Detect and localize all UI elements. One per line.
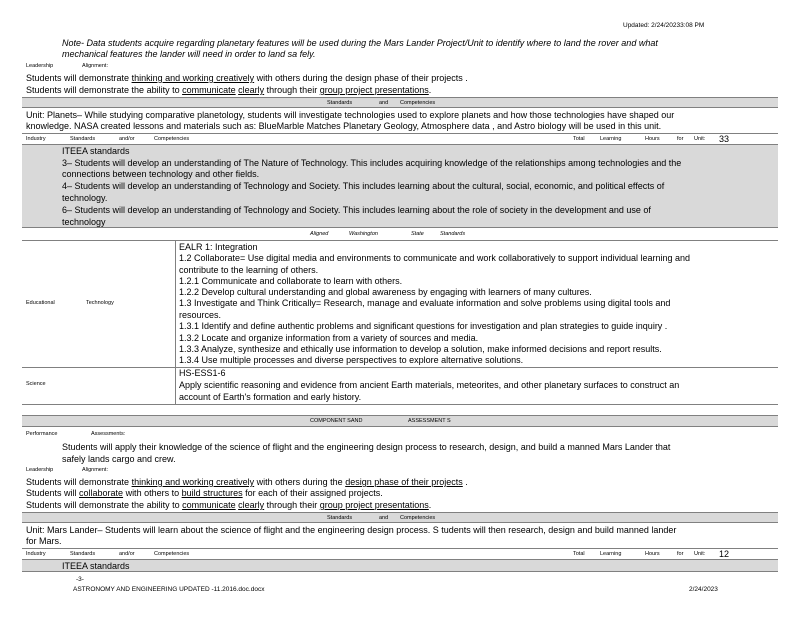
note-line-1: Note- Data students acquire regarding planetary features will be used during the Mars Lander Project/Unit to identify where to land the rover and what [62, 38, 658, 48]
text: communicate [182, 85, 236, 95]
total-hours-value: 33 [719, 134, 730, 144]
total-label: Total [573, 136, 585, 142]
divider [22, 367, 778, 368]
assessments-label: Assessments: [91, 431, 126, 437]
edtech-line: 1.3.3 Analyze, synthesize and ethically use information to develop a solution, make informed decisions and report results. [179, 344, 662, 354]
text: collaborate [79, 488, 124, 498]
text: Students will demonstrate the ability to [26, 500, 183, 510]
for-label: for [677, 136, 684, 142]
alignment-label: Alignment: [82, 63, 108, 69]
science-line: account of Earth's formation and early history. [179, 392, 362, 402]
unit-label: Unit: [694, 136, 706, 142]
text: clearly [238, 85, 265, 95]
learning-label: Learning [600, 136, 622, 142]
standards-label: Standards [70, 136, 96, 142]
standards-competencies-bar [22, 512, 778, 523]
unit-planets-line-2: knowledge. NASA created lessons and materials such as: BlueMarble Matches Planetary Geology, Atmosphere data , and Astro biology will be used in this unit. [26, 121, 662, 131]
competencies-label: Competencies [154, 136, 190, 142]
learning-label: Learning [600, 551, 622, 557]
leadership-line-2 [26, 85, 431, 95]
total-hours-value: 12 [719, 549, 730, 559]
text: build structures [181, 488, 243, 498]
performance-line-2: safely lands cargo and crew. [62, 454, 176, 464]
edtech-line: 1.2.2 Develop cultural understanding and global awareness by engaging with learners of many cultures. [179, 287, 592, 297]
iteea-standard-4-line-1: 4– Students will develop an understanding of Technology and Society. This includes learning about the cultural, social, economic, and political effects of [62, 181, 665, 191]
iteea-standard-6-line-1: 6– Students will develop an understanding of Technology and Society. This includes learning about the role of society in the development and use of [62, 205, 651, 215]
text: thinking and working creatively [131, 477, 255, 487]
for-label: for [677, 551, 684, 557]
leadership-line-2 [26, 488, 383, 498]
divider [22, 240, 778, 241]
divider [22, 404, 778, 405]
leadership-line-3 [26, 500, 431, 510]
leadership-line-1 [26, 477, 468, 487]
performance-line-1: Students will apply their knowledge of the science of flight and the engineering design process to research, design, and build a manned Mars Lander that [62, 442, 671, 452]
bar-competencies: Competencies [400, 515, 436, 521]
iteea-title: ITEEA standards [62, 561, 130, 571]
text: Students will demonstrate [26, 477, 132, 487]
bar-and: and [379, 100, 389, 106]
edtech-line: contribute to the learning of others. [179, 265, 319, 275]
total-label: Total [573, 551, 585, 557]
footer-filename: ASTRONOMY AND ENGINEERING UPDATED -11.2016.doc.docx [73, 586, 265, 593]
text: with others during the [254, 477, 346, 487]
standards-label: Standards [70, 551, 96, 557]
washington-label: Washington [349, 231, 378, 237]
text: thinking and working creatively [131, 73, 255, 83]
andor-label: and/or [119, 551, 135, 557]
text: . [428, 85, 432, 95]
text: Students will demonstrate the ability to [26, 85, 183, 95]
updated-timestamp: Updated: 2/24/20233:08 PM [623, 22, 705, 29]
text: Students will demonstrate [26, 73, 132, 83]
science-line: HS-ESS1-6 [179, 368, 226, 378]
unit-mars-lander-line-2: for Mars. [26, 536, 62, 546]
science-label: Science [26, 381, 46, 387]
text: design phase of their projects [345, 477, 463, 487]
text: group project presentations [319, 85, 429, 95]
bar-and: and [379, 515, 389, 521]
leadership-label: Leadership [26, 63, 54, 69]
footer-date: 2/24/2023 [689, 586, 718, 593]
components-assessments-bar [22, 415, 778, 427]
iteea-standard-6-line-2: technology [62, 217, 106, 227]
page-number: -3- [76, 576, 84, 583]
state-label: State [411, 231, 424, 237]
text: . [462, 477, 468, 487]
iteea-standards-block [22, 144, 778, 228]
edtech-line: EALR 1: Integration [179, 242, 258, 252]
iteea-standard-3-line-1: 3– Students will develop an understanding of The Nature of Technology. This includes acquiring knowledge of the relationships among technologies and the [62, 158, 682, 168]
edtech-line: 1.2 Collaborate= Use digital media and environments to communicate and work collaboratively to support individual learning and [179, 253, 691, 263]
bar-competencies: Competencies [400, 100, 436, 106]
divider [22, 548, 778, 549]
standards-label: Standards [440, 231, 466, 237]
text: through their [264, 85, 320, 95]
leadership-label: Leadership [26, 467, 54, 473]
standards-competencies-bar [22, 97, 778, 108]
competencies-label: Competencies [154, 551, 190, 557]
text: with others during the design phase of their projects . [254, 73, 468, 83]
edtech-line: 1.3.2 Locate and organize information from a variety of sources and media. [179, 333, 479, 343]
edtech-line: 1.3.4 Use multiple processes and diverse perspectives to explore alternative solutions. [179, 355, 524, 365]
text: with others to [123, 488, 182, 498]
note-line-2: mechanical features the lander will need in order to land sa fely. [62, 49, 316, 59]
science-line: Apply scientific reasoning and evidence from ancient Earth materials, meteorites, and other planetary surfaces to construct an [179, 380, 680, 390]
industry-label: Industry [26, 136, 46, 142]
unit-planets-line-1: Unit: Planets– While studying comparative planetology, students will investigate technologies used to explore planets and how those technologies have shaped our [26, 110, 675, 120]
edtech-line: 1.3.1 Identify and define authentic problems and significant questions for investigation and plan strategies to guide inquiry . [179, 321, 668, 331]
text: . [428, 500, 432, 510]
edtech-line: resources. [179, 310, 222, 320]
leadership-line-1 [26, 73, 468, 83]
text: Students will [26, 488, 80, 498]
edtech-label-2: Technology [86, 300, 114, 306]
hours-label: Hours [645, 136, 660, 142]
alignment-label: Alignment: [82, 467, 108, 473]
bar-standards: Standards [327, 515, 353, 521]
column-divider [175, 240, 176, 405]
edtech-line: 1.3 Investigate and Think Critically= Research, manage and evaluate information and solve problems using digital tools and [179, 298, 671, 308]
divider [22, 133, 778, 134]
hours-label: Hours [645, 551, 660, 557]
iteea-standard-3-line-2: connections between technology and other fields. [62, 169, 260, 179]
unit-mars-lander-line-1: Unit: Mars Lander– Students will learn about the science of flight and the engineering design process. S tudents will then research, design and build manned lander [26, 525, 677, 535]
iteea-standard-4-line-2: technology. [62, 193, 108, 203]
text: group project presentations [319, 500, 429, 510]
iteea-standards-block [22, 559, 778, 572]
edtech-label-1: Educational [26, 300, 55, 306]
industry-label: Industry [26, 551, 46, 557]
text: communicate [182, 500, 236, 510]
bar-standards: Standards [327, 100, 353, 106]
aligned-label: Aligned [310, 231, 329, 237]
text: clearly [238, 500, 265, 510]
edtech-line: 1.2.1 Communicate and collaborate to learn with others. [179, 276, 403, 286]
performance-label: Performance [26, 431, 58, 437]
components-label: COMPONENT SAND [310, 418, 363, 424]
iteea-title: ITEEA standards [62, 146, 130, 156]
unit-label: Unit: [694, 551, 706, 557]
text: for each of their assigned projects. [242, 488, 383, 498]
andor-label: and/or [119, 136, 135, 142]
text: through their [264, 500, 320, 510]
assessments-label: ASSESSMENT S [408, 418, 451, 424]
